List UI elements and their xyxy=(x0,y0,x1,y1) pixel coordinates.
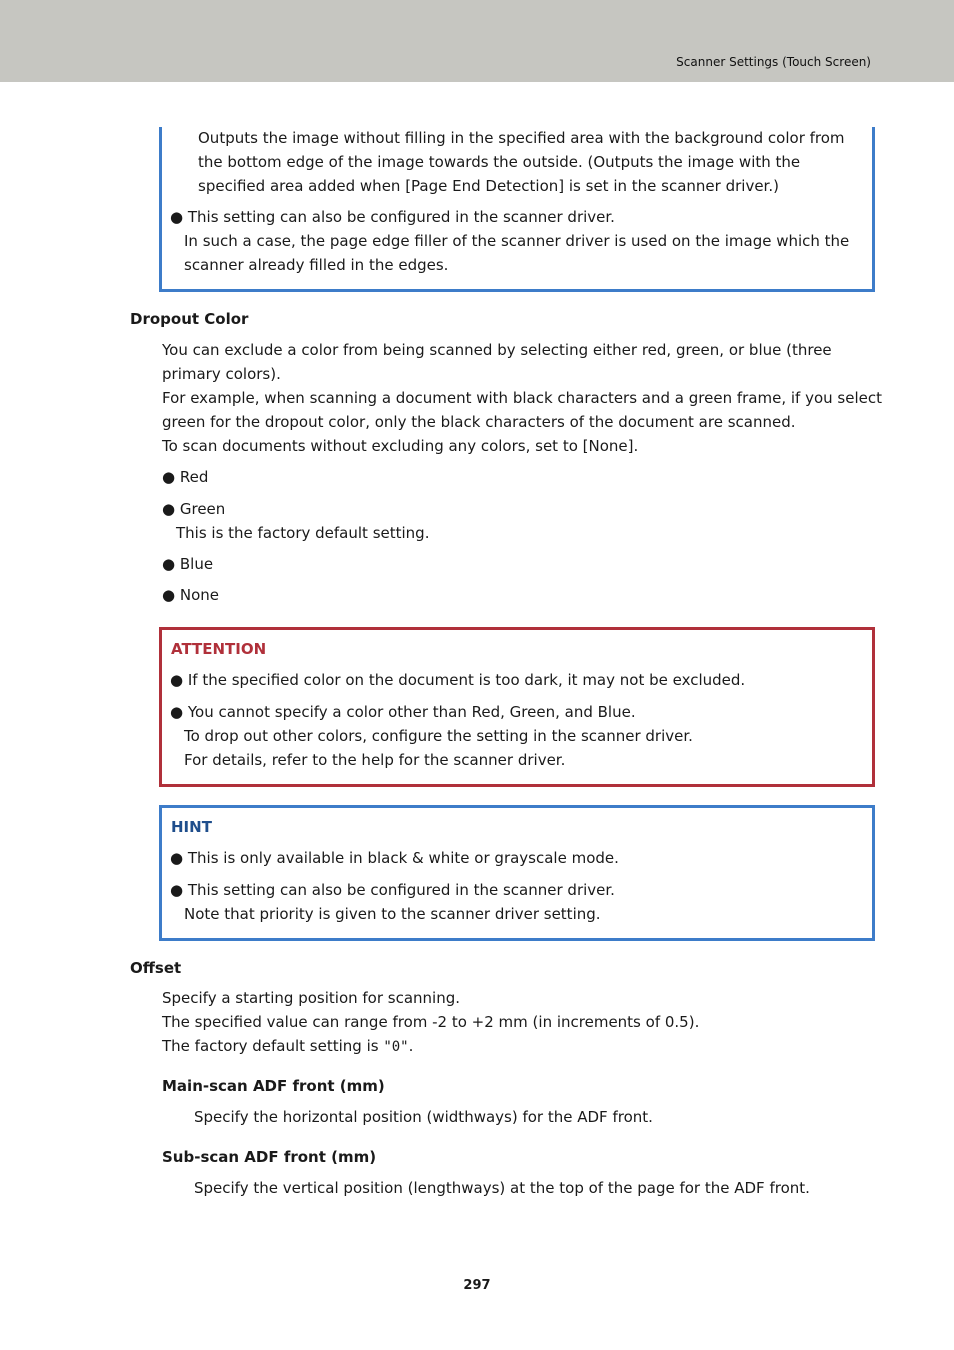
main-scan-heading: Main-scan ADF front (mm) xyxy=(162,1077,385,1095)
option-none: ● None xyxy=(162,586,219,604)
hint-bullet: ● This setting can also be configured in the scanner driver. xyxy=(170,881,615,899)
attention-label: ATTENTION xyxy=(171,640,267,658)
offset-default-text xyxy=(162,1034,413,1059)
option-green: ● Green xyxy=(162,500,226,518)
attention-text: For details, refer to the help for the scanner driver. xyxy=(184,751,566,769)
option-blue: ● Blue xyxy=(162,555,214,573)
note-text: In such a case, the page edge filler of the scanner driver is used on the image which the xyxy=(184,232,850,250)
attention-bullet: ● If the specified color on the document is too dark, it may not be excluded. xyxy=(170,671,746,689)
note-text: Outputs the image without filling in the specified area with the background color from xyxy=(198,129,845,147)
main-scan-text: Specify the horizontal position (widthways) for the ADF front. xyxy=(194,1108,653,1126)
attention-bullet: ● You cannot specify a color other than Red, Green, and Blue. xyxy=(170,703,636,721)
dropout-text: primary colors). xyxy=(162,365,281,383)
sub-scan-heading: Sub-scan ADF front (mm) xyxy=(162,1148,377,1166)
note-text: the bottom edge of the image towards the outside. (Outputs the image with the xyxy=(198,153,801,171)
dropout-text: green for the dropout color, only the black characters of the document are scanned. xyxy=(162,413,796,431)
header-title: Scanner Settings (Touch Screen) xyxy=(676,55,871,69)
dropout-text: For example, when scanning a document with black characters and a green frame, if you select xyxy=(162,389,882,407)
note-text: scanner already filled in the edges. xyxy=(184,256,449,274)
note-bullet: ● This setting can also be configured in the scanner driver. xyxy=(170,208,615,226)
option-red: ● Red xyxy=(162,468,209,486)
sub-scan-text: Specify the vertical position (lengthways) at the top of the page for the ADF front. xyxy=(194,1179,810,1197)
page-number: 297 xyxy=(463,1278,491,1293)
page-header xyxy=(0,0,954,82)
offset-text: Specify a starting position for scanning. xyxy=(162,989,461,1007)
offset-default-suffix: . xyxy=(408,1037,414,1055)
attention-text: To drop out other colors, configure the setting in the scanner driver. xyxy=(184,727,693,745)
option-green-note: This is the factory default setting. xyxy=(176,524,430,542)
dropout-heading: Dropout Color xyxy=(130,310,249,328)
offset-default-value: "0" xyxy=(383,1039,409,1055)
hint-bullet: ● This is only available in black & white or grayscale mode. xyxy=(170,849,619,867)
note-text: specified area added when [Page End Detection] is set in the scanner driver.) xyxy=(198,177,779,195)
offset-text: The specified value can range from -2 to +2 mm (in increments of 0.5). xyxy=(162,1013,700,1031)
offset-default-prefix: The factory default setting is xyxy=(162,1037,384,1055)
dropout-text: You can exclude a color from being scanned by selecting either red, green, or blue (three xyxy=(162,341,832,359)
offset-heading: Offset xyxy=(130,959,182,977)
dropout-text: To scan documents without excluding any colors, set to [None]. xyxy=(162,437,639,455)
hint-text: Note that priority is given to the scanner driver setting. xyxy=(184,905,601,923)
hint-label: HINT xyxy=(171,818,212,836)
